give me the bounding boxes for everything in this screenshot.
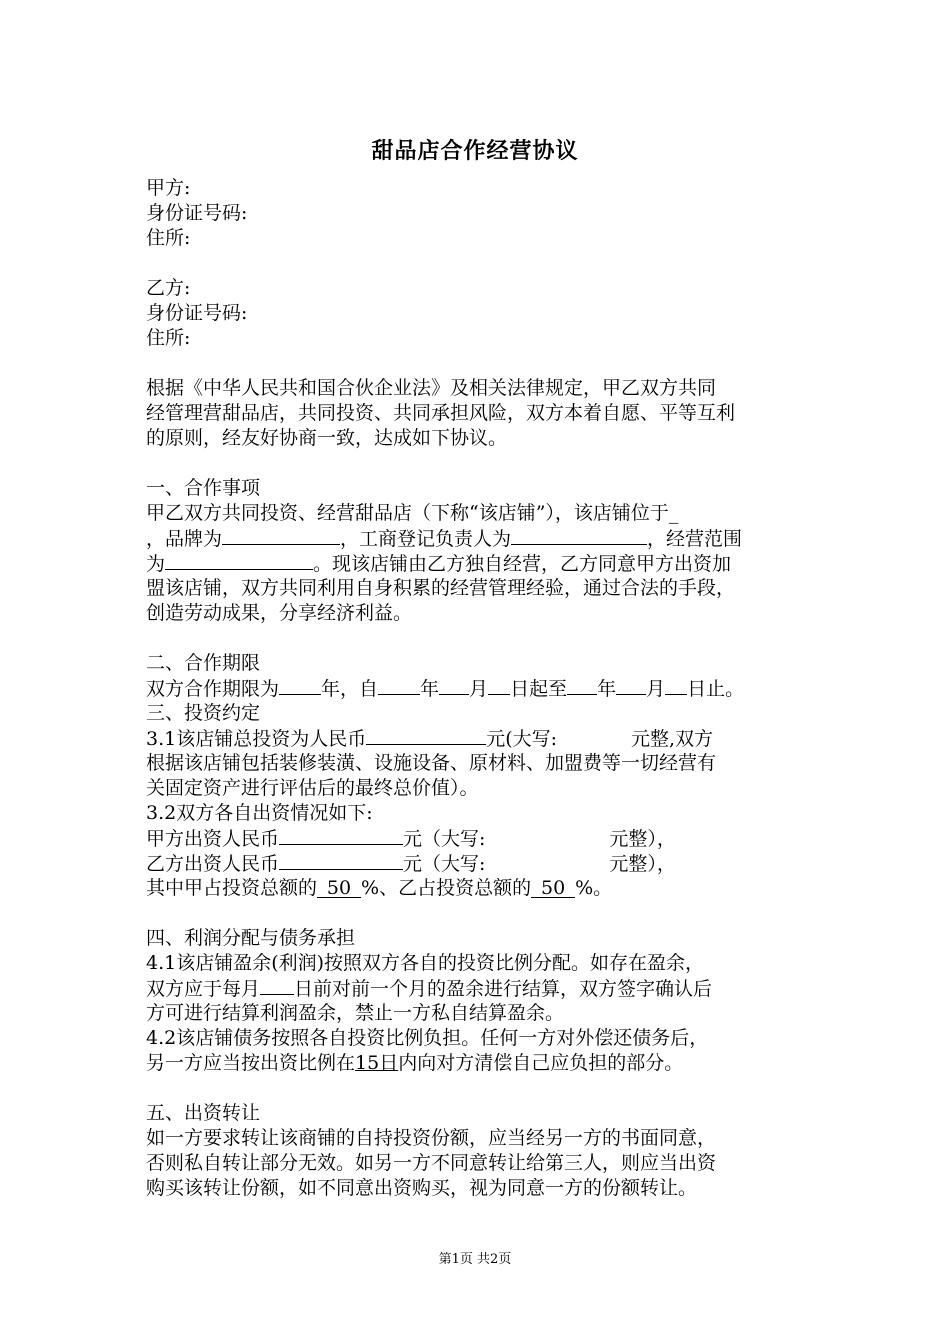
- preamble-line: 根据《中华人民共和国合伙企业法》及相关法律规定，甲乙双方共同: [146, 377, 717, 399]
- section-4-line: [146, 976, 826, 1001]
- section-3-line: 3.2双方各自出资情况如下:: [146, 802, 373, 824]
- party-a-ratio: 50: [317, 879, 361, 898]
- text: 另一方应当按出资比例在: [146, 1052, 356, 1074]
- text: 内向对方清偿自己应负担的部分。: [398, 1052, 684, 1074]
- text: 甲方出资人民币: [146, 828, 280, 850]
- text: 日起至: [510, 678, 568, 700]
- section-4-line: 4.2该店铺债务按照各自投资比例负担。任何一方对外偿还债务后，: [146, 1027, 709, 1049]
- scope-blank: [165, 551, 313, 570]
- repayment-days: 15日: [355, 1052, 399, 1074]
- text: 元整,双方: [631, 728, 714, 750]
- party-a-investment-line: [146, 826, 826, 851]
- text: 为: [146, 553, 166, 575]
- total-investment-blank: [366, 726, 486, 745]
- end-month-blank: [616, 676, 646, 695]
- text: 元（大写:: [403, 828, 486, 850]
- text: 双方应于每月: [146, 978, 261, 1000]
- section-4-line: [146, 1051, 826, 1075]
- text: ，品牌为: [146, 528, 223, 550]
- brand-blank: [222, 526, 340, 545]
- text: %、乙占投资总额的: [361, 877, 532, 899]
- years-blank: [279, 676, 321, 695]
- text: 元整），: [609, 828, 676, 850]
- settlement-day-blank: [260, 976, 294, 995]
- text: 月: [469, 678, 489, 700]
- text: 双方合作期限为: [146, 678, 280, 700]
- page-number: 第1页 共2页: [438, 1252, 512, 1267]
- section-1-heading: 一、合作事项: [146, 477, 261, 499]
- text: ，工商登记负责人为: [340, 528, 512, 550]
- text: 月: [646, 678, 666, 700]
- text: 年: [597, 678, 617, 700]
- party-b-id-label: 身份证号码:: [146, 302, 248, 324]
- term-line: [146, 676, 826, 701]
- section-3-line: 根据该店铺包括装修装潢、设施设备、原材料、加盟费等一切经营有: [146, 752, 717, 774]
- section-5-line: 否则私自转让部分无效。如另一方不同意转让给第三人，则应当出资: [146, 1152, 717, 1174]
- text: 元(大写:: [486, 728, 558, 750]
- text: 其中甲占投资总额的: [146, 877, 318, 899]
- start-year-blank: [378, 676, 420, 695]
- section-2-heading: 二、合作期限: [146, 652, 261, 674]
- preamble-line: 经管理营甜品店，共同投资、共同承担风险，双方本着自愿、平等互利: [146, 402, 736, 424]
- start-month-blank: [439, 676, 469, 695]
- section-4-line: 方可进行结算利润盈余，禁止一方私自结算盈余。: [146, 1002, 565, 1024]
- section-3-line: [146, 726, 826, 751]
- text: 日止。: [687, 678, 745, 700]
- document-title: 甜品店合作经营协议: [371, 139, 579, 164]
- text: 元（大写:: [403, 853, 486, 875]
- party-a-amount-blank: [279, 826, 403, 845]
- ratio-line: [146, 876, 826, 900]
- text: 元整），: [609, 853, 676, 875]
- end-day-blank: [665, 676, 687, 695]
- text: %。: [575, 877, 613, 899]
- party-a-id-label: 身份证号码:: [146, 202, 248, 224]
- party-b-investment-line: [146, 851, 826, 876]
- section-4-heading: 四、利润分配与债务承担: [146, 927, 356, 949]
- party-b-amount-blank: [279, 851, 403, 870]
- preamble-line: 的原则，经友好协商一致，达成如下协议。: [146, 427, 508, 449]
- section-5-line: 购买该转让份额，如不同意出资购买，视为同意一方的份额转让。: [146, 1177, 698, 1199]
- section-1-line: [146, 526, 826, 551]
- section-1-line: 盟该店铺，双方共同利用自身积累的经营管理经验，通过合法的手段，: [146, 577, 736, 599]
- text: 3.1该店铺总投资为人民币: [146, 728, 367, 750]
- section-1-line: [146, 551, 826, 576]
- registrant-blank: [511, 526, 647, 545]
- section-4-line: 4.1该店铺盈余(利润)按照双方各自的投资比例分配。如存在盈余，: [146, 952, 705, 974]
- text: 。现该店铺由乙方独自经营，乙方同意甲方出资加: [313, 553, 732, 575]
- section-3-heading: 三、投资约定: [146, 702, 261, 724]
- party-a-label: 甲方:: [146, 177, 191, 199]
- section-3-line: 关固定资产进行评估后的最终总价值）。: [146, 777, 479, 799]
- party-b-ratio: 50: [531, 879, 575, 898]
- text: 年，自: [321, 678, 379, 700]
- end-year-blank: [567, 676, 597, 695]
- text: 乙方出资人民币: [146, 853, 280, 875]
- party-b-label: 乙方:: [146, 277, 191, 299]
- section-1-line: 创造劳动成果，分享经济利益。: [146, 602, 413, 624]
- section-5-heading: 五、出资转让: [146, 1102, 261, 1124]
- start-day-blank: [488, 676, 510, 695]
- section-5-line: 如一方要求转让该商铺的自持投资份额，应当经另一方的书面同意，: [146, 1127, 717, 1149]
- party-b-address-label: 住所:: [146, 327, 191, 349]
- section-1-line: 甲乙双方共同投资、经营甜品店（下称“该店铺”），该店铺位于_: [146, 502, 679, 524]
- party-a-address-label: 住所:: [146, 227, 191, 249]
- text: 日前对前一个月的盈余进行结算，双方签字确认后: [294, 978, 713, 1000]
- text: 年: [420, 678, 440, 700]
- text: ，经营范围: [647, 528, 743, 550]
